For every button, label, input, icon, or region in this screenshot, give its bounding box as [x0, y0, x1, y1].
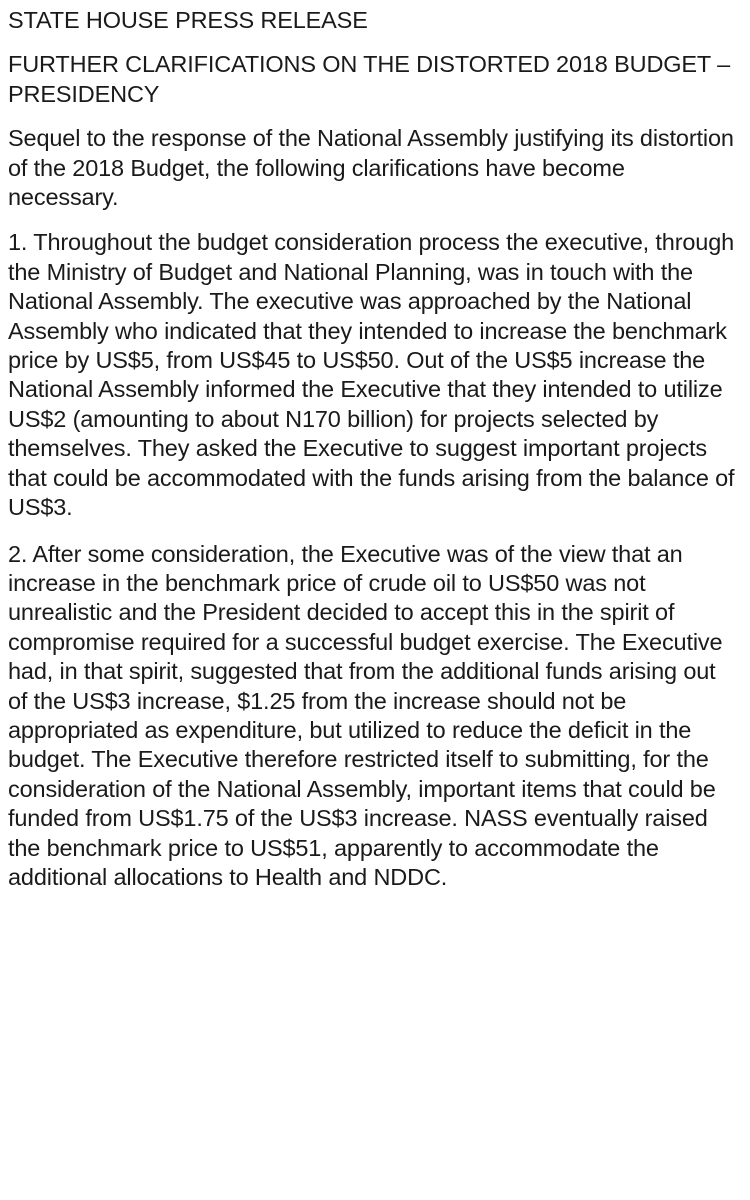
- release-header: STATE HOUSE PRESS RELEASE: [8, 7, 368, 33]
- intro-paragraph: Sequel to the response of the National Assembly justifying its distortion of the 2018 Budget, the following clarifications have become necessary.: [8, 125, 734, 211]
- release-title: FURTHER CLARIFICATIONS ON THE DISTORTED 2018 BUDGET – PRESIDENCY: [8, 51, 731, 107]
- point-2-paragraph: 2. After some consideration, the Executive was of the view that an increase in the benchmark price of crude oil to US$50 was not unrealistic and the President decided to accept this in the spirit of compromise required for a successful budget exercise. The Executive had, in that spirit, suggested that from the additional funds arising out of the US$3 increase, $1.25 from the increase should not be appropriated as expenditure, but utilized to reduce the deficit in the budget. The Executive therefore restricted itself to submitting, for the consideration of the National Assembly, important items that could be funded from US$1.75 of the US$3 increase. NASS eventually raised the benchmark price to US$51, apparently to accommodate the additional allocations to Health and NDDC.: [8, 540, 723, 890]
- point-1-paragraph: 1. Throughout the budget consideration process the executive, through the Ministry of Budget and National Planning, was in touch with the National Assembly. The executive was approached by the National Assembly who indicated that they intended to increase the benchmark price by US$5, from US$45 to US$50. Out of the US$5 increase the National Assembly informed the Executive that they intended to utilize US$2 (amounting to about N170 billion) for projects selected by themselves. They asked the Executive to suggest important projects that could be accommodated with the funds arising from the balance of US$3.: [8, 229, 735, 521]
